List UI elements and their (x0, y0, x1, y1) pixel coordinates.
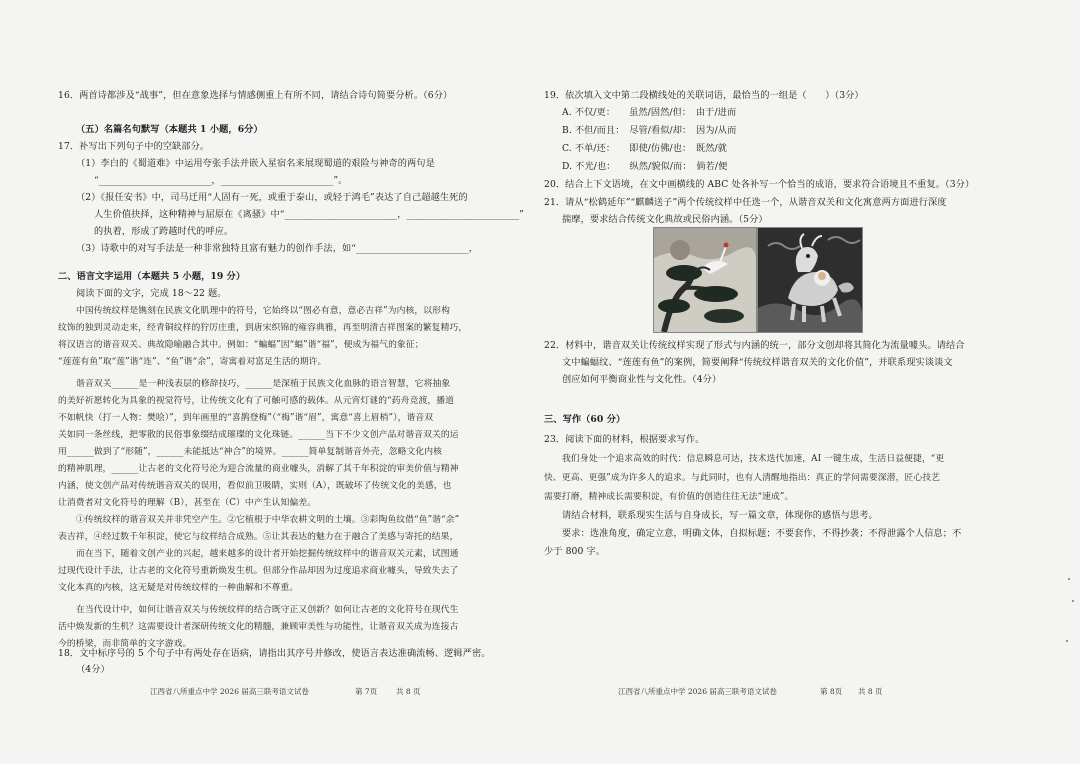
passage-p2-line: 内涵，使文创产品对传统谐音双关的误用，看似前卫吸睛，实则（A），既破坏了传统文化的美感，也 (58, 481, 452, 491)
footer-school: 江西省八所重点中学 2026 届高三联考语文试卷 (618, 687, 777, 696)
passage-p1-line: “莲莲有鱼”取“莲”谐“连”、“鱼”谐“余”，寄寓着对富足生活的期许。 (58, 357, 327, 367)
right-page (540, 0, 1080, 764)
crane-pine-illustration (654, 228, 756, 332)
footer-page: 第 8页 (820, 687, 843, 696)
writing-requirements: 要求：选准角度，确定立意，明确文体，自拟标题；不要套作，不得抄袭；不得泄露个人信息；不 (562, 528, 962, 539)
question-22-line: 文中蝙蝠纹、“莲莲有鱼”的案例，简要阐释“传统纹样谐音双关的文化价值”，并联系现实谈谈文 (562, 357, 953, 368)
question-21b: 揣摩，要求结合传统文化典故或民俗内涵。（5分） (562, 214, 768, 225)
section-5-heading: （五）名篇名句默写（本题共 1 小题，6分） (76, 124, 263, 135)
section-3-heading: 三、写作（60 分） (544, 414, 626, 425)
passage-p2-line: 不如帆快（打一人物：樊哙）”，到年画里的“喜鹊登梅”（“梅”谐“眉”，寓意“喜上眉梢”），谐音双 (58, 413, 434, 423)
question-17-2c: 的执着，形成了跨越时代的呼应。 (94, 226, 234, 237)
passage-p3-line: 过现代设计手法，让古老的文化符号重新焕发生机。但部分作品却因为过度追求商业噱头，导致失去了 (58, 566, 459, 576)
question-16: 16．两首诗都涉及“战事”，但在意象选择与情感侧重上有所不同，请结合诗句简要分析。（6分） (58, 90, 453, 101)
section-2-heading: 二、语言文字运用（本题共 5 小题，19 分） (58, 271, 246, 282)
question-17-2a: （2）《报任安书》中，司马迁用“人固有一死，或重于泰山，或轻于鸿毛”表达了自己超越生死的 (76, 192, 468, 203)
question-22-line: 创应如何平衡商业性与文化性。（4分） (562, 374, 722, 385)
scan-speck (1066, 640, 1068, 642)
passage-p4-line: 活中焕发新的生机？这需要设计者深研传统文化的精髓，兼顾审美性与功能性，让谐音双关成为连接古 (58, 622, 459, 632)
reading-intro: 阅读下面的文字，完成 18～22 题。 (76, 288, 227, 299)
passage-p2-line: 关如同一条丝线，把零散的民俗事象缀结成璀璨的文化珠链。______当下不少文创产品对谐音双关的运 (58, 430, 459, 440)
footer-total: 共 8 页 (858, 687, 883, 696)
footer-school: 江西省八所重点中学 2026 届高三联考语文试卷 (150, 687, 309, 696)
passage-p4-line: 在当代设计中，如何让谐音双关与传统纹样的结合既守正又创新？如何让古老的文化符号在现代生 (76, 605, 459, 615)
material-line: 需要打磨，精神成长需要积淀，有价值的创造往往无法“速成”。 (544, 492, 794, 502)
material-line: 快、更高、更强”成为许多人的追求。与此同时，也有人清醒地指出：真正的学问需要深潜，匠心技艺 (544, 473, 941, 483)
passage-p3-line: 表吉祥，④经过数千年积淀，使它与纹样结合成熟。⑤让其表达的魅力在于融合了美感与寄托的结果， (58, 532, 459, 542)
passage-p3-line: ①传统纹样的谐音双关并非凭空产生。②它植根于中华农耕文明的土壤。③彩陶鱼纹借“鱼”谐“余” (76, 515, 460, 525)
question-19: 19．依次填入文中第二段横线处的关联词语，最恰当的一组是（ ）（3分） (544, 90, 864, 101)
passage-p2-line: 的美好祈愿转化为具象的视觉符号，让传统文化有了可触可感的载体。从元宵灯谜的“药舟竞渡，播道 (58, 396, 455, 406)
passage-p2-line: 用______做到了“形随”，______未能抵达“神合”的境界。______简单复制谐音外壳，忽略文化内核 (58, 447, 443, 457)
qilin-illustration (758, 228, 862, 332)
passage-p1-line: 中国传统纹样是镌刻在民族文化肌理中的符号，它始终以“图必有意，意必吉祥”为内核，以形构 (76, 306, 450, 316)
question-18: 18．文中标序号的 5 个句子中有两处存在语病，请指出其序号并修改，使语言表达准确流畅、逻辑严密。 (58, 648, 491, 659)
option-c: C. 不单/还： 即使/仿佛/也： 既然/就 (562, 143, 728, 154)
passage-p3-line: 而在当下，随着文创产业的兴起，越来越多的设计者开始挖掘传统纹样中的谐音双关元素，试图通 (76, 549, 459, 559)
footer-total: 共 8 页 (396, 687, 421, 696)
question-17-3: （3）诗歌中的对写手法是一种非常独特且富有魅力的创作手法，如“________________________， (76, 243, 479, 254)
question-17-1-blank: “________________________，________________________”。 (94, 175, 348, 186)
crane-pine-image (653, 227, 757, 333)
passage-p4-line: 今的桥梁，而非简单的文字游戏。 (58, 639, 192, 649)
question-18-score: （4分） (76, 664, 110, 675)
option-b: B. 不但/而且： 尽管/看似/却： 因为/从而 (562, 125, 737, 136)
passage-p2-line: 让消费者对文化符号的理解（B），甚至在（C）中产生认知偏差。 (58, 498, 317, 508)
passage-p2-line: 谐音双关______是一种浅表层的修辞技巧，______是深植于民族文化血脉的语言智慧，它将抽象 (76, 379, 451, 389)
question-21a: 21．请从“松鹤延年”“麒麟送子”两个传统纹样中任选一个，从谐音双关和文化寓意两方面进行深度 (544, 197, 947, 208)
question-22-line: 22．材料中，谐音双关让传统纹样实现了形式与内涵的统一，部分文创却将其简化为流量噱头。请结合 (544, 340, 965, 351)
footer-page: 第 7页 (355, 687, 378, 696)
writing-task: 请结合材料，联系现实生活与自身成长，写一篇文章，体现你的感悟与思考。 (562, 510, 878, 521)
option-d: D. 不光/也： 纵然/貌似/而： 倘若/便 (562, 161, 728, 172)
question-17: 17．补写出下列句子中的空缺部分。 (58, 141, 210, 152)
writing-requirements-cont: 少于 800 字。 (544, 546, 606, 557)
question-17-1: （1）李白的《蜀道难》中运用夸张手法并嵌入星宿名来展现蜀道的艰险与神奇的两句是 (76, 158, 435, 169)
passage-p3-line: 文化本真的内核，这无疑是对传统纹样的一种曲解和不尊重。 (58, 583, 299, 593)
passage-p2-line: 的精神肌理，______让古老的文化符号沦为迎合流量的商业噱头，消解了其千年积淀的审美价值与精神 (58, 464, 459, 474)
passage-p1-line: 将汉语言的谐音双关、典故隐喻融合其中。例如：“蝙蝠”因“蝠”谐“福”，便成为福气的象征； (58, 340, 424, 350)
question-23: 23．阅读下面的材料，根据要求写作。 (544, 434, 705, 445)
question-20: 20．结合上下文语境，在文中画横线的 ABC 处各补写一个恰当的成语，要求符合语境且不重复。（3分） (544, 179, 975, 190)
material-line: 我们身处一个追求高效的时代：信息瞬息可达，技术迭代加速，AI 一键生成，生活日益便捷，“更 (562, 454, 945, 464)
scan-speck (1068, 578, 1070, 580)
scan-speck (1072, 600, 1074, 602)
option-a: A. 不仅/更： 虽然/固然/但： 由于/进而 (562, 107, 737, 118)
passage-p1-line: 纹饰的独到灵动走来，经青铜纹样的狞厉庄重，到唐宋织锦的雍容典雅，再至明清吉祥图案的繁复精巧， (58, 323, 468, 333)
question-17-2b: 人生价值抉择，这种精神与屈原在《离骚》中“________________________，________________________” (94, 209, 524, 220)
qilin-image (757, 227, 863, 333)
